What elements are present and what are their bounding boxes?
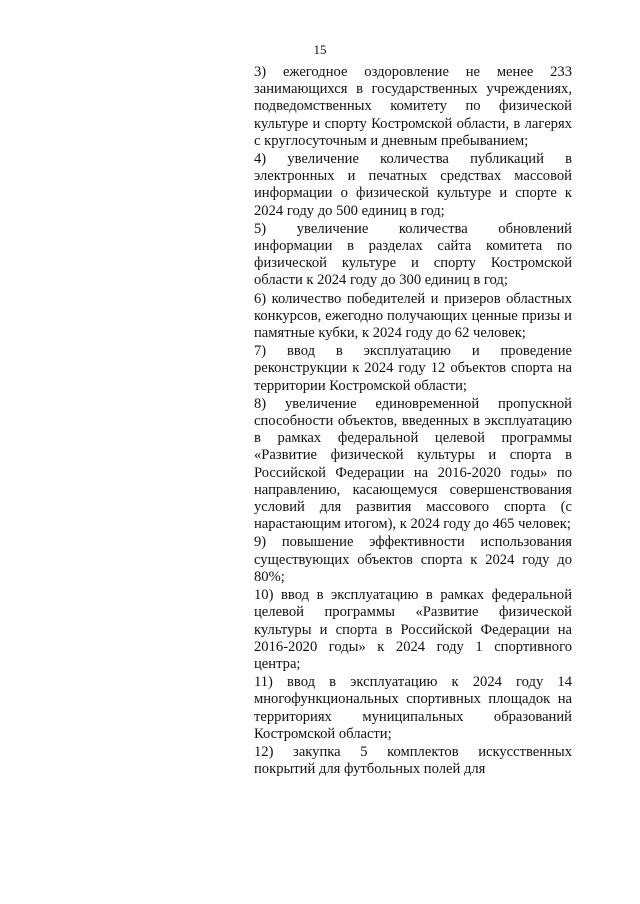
- list-item: 4) увеличение количества публикаций в электронных и печатных средствах массовой информации о физической культуре и спорте к 2024 году до 500 единиц в год;: [254, 151, 572, 219]
- list-item: 11) ввод в эксплуатацию к 2024 году 14 многофункциональных спортивных площадок на территориях муниципальных образований Костромской области;: [254, 674, 572, 742]
- list-item: 3) ежегодное оздоровление не менее 233 занимающихся в государственных учреждениях, подведомственных комитету по физической культуре и спорту Костромской области, в лагерях с круглосуточным и дневным пребыванием;: [254, 64, 572, 149]
- list-item: 8) увеличение единовременной пропускной способности объектов, введенных в эксплуатацию в рамках федеральной целевой программы «Развитие физической культуры и спорта в Российской Федерации на 2016-2020 годы» по направлению, касающемуся совершенствования условий для развития массового спорта (с нарастающим итогом), к 2024 году до 465 человек;: [254, 395, 572, 533]
- list-item: 12) закупка 5 комплектов искусственных покрытий для футбольных полей для: [254, 743, 572, 778]
- list-item: 5) увеличение количества обновлений информации в разделах сайта комитета по физической культуре и спорту Костромской области к 2024 году до 300 единиц в год;: [254, 220, 572, 289]
- list-item: 9) повышение эффективности использования существующих объектов спорта к 2024 году до 80%;: [254, 534, 572, 585]
- list-item: 7) ввод в эксплуатацию и проведение реконструкции к 2024 году 12 объектов спорта на территории Костромской области;: [254, 343, 572, 394]
- document-body: [254, 64, 572, 779]
- page-number: 15: [313, 42, 327, 57]
- list-item: 10) ввод в эксплуатацию в рамках федеральной целевой программы «Развитие физической культуры и спорта в Российской Федерации на 2016-2020 годы» к 2024 году 1 спортивного центра;: [254, 587, 572, 672]
- list-item: 6) количество победителей и призеров областных конкурсов, ежегодно получающих ценные призы и памятные кубки, к 2024 году до 62 человек;: [254, 290, 572, 342]
